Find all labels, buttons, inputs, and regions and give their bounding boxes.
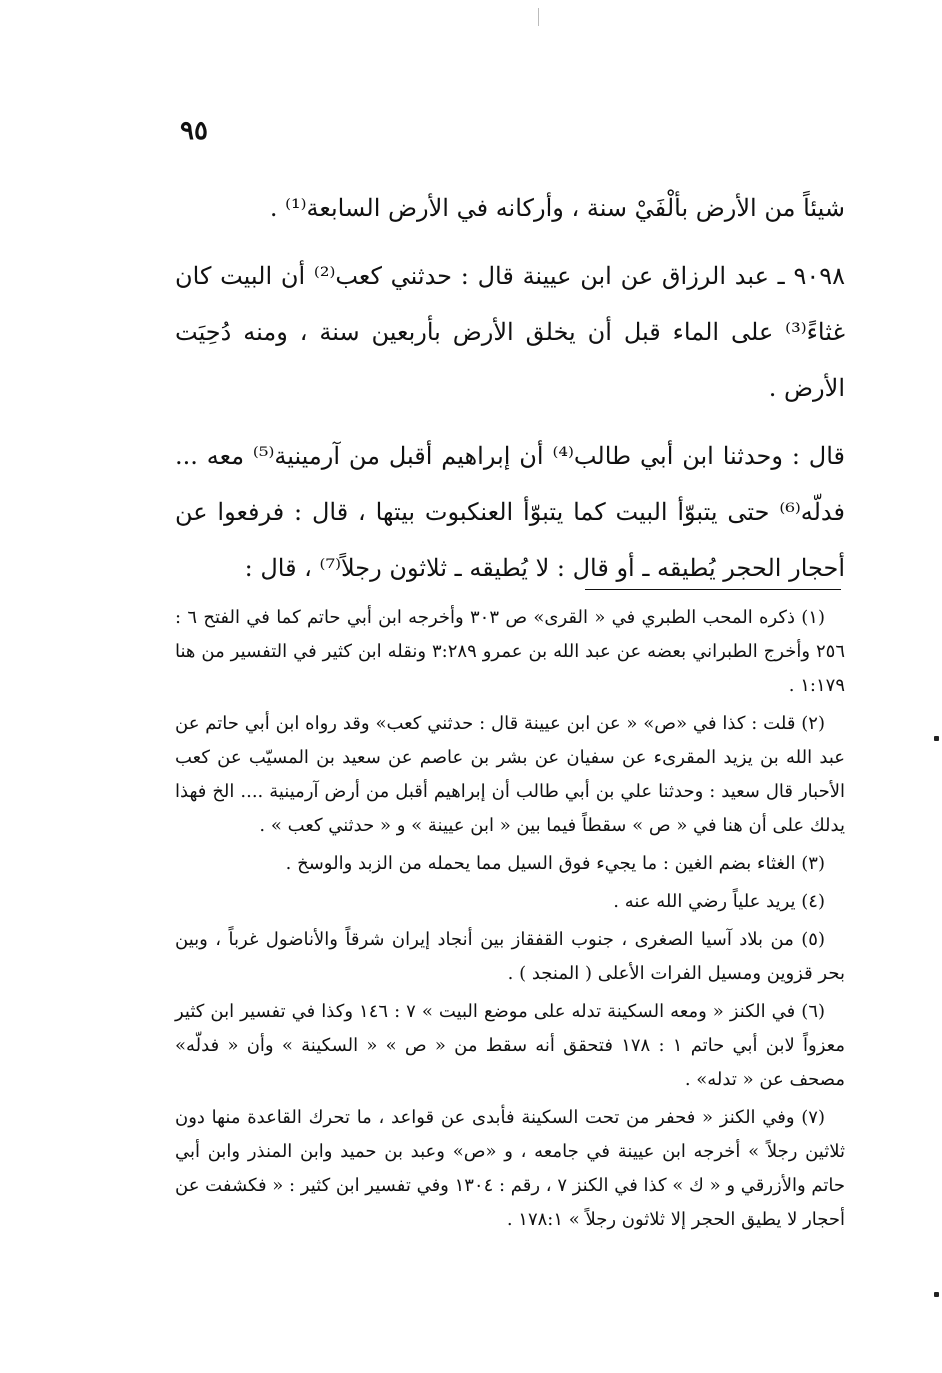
footnote: (٦) في الكنز « ومعه السكينة تدله على موضع البيت » ٧ : ١٤٦ وكذا في تفسير ابن كثير معزواً لابن أبي حاتم ١ : ١٧٨ فتحقق أنه سقط من « ص » « السكينة » وأن « فدلّه» مصحف عن « تدله» . xyxy=(175,1001,845,1090)
main-text xyxy=(175,180,845,596)
scan-mark xyxy=(934,1292,939,1297)
footnote: (٤) يريد علياً رضي الله عنه . xyxy=(613,891,825,912)
footnote: (٢) قلت : كذا في «ص» « عن ابن عيينة قال : حدثني كعب» وقد رواه ابن أبي حاتم عن عبد الله بن يزيد المقرىء عن سفيان عن بشر بن عاصم عن سعيد بن المسيّب عن كعب الأحبار قال سعيد : وحدثنا علي بن أبي طالب أن إبراهيم أقبل من أرض آرمينية .... الخ فهذا يدلك على أن هنا في « ص » سقطاً فيما بين « ابن عيينة » و « حدثني كعب » . xyxy=(175,713,845,836)
footnotes xyxy=(175,601,845,1241)
footnote: (٣) الغثاء بضم الغين : ما يجيء فوق السيل مما يحمله من الزبد والوسخ . xyxy=(285,853,825,874)
footnote: (٧) وفي الكنز « فحفر من تحت السكينة فأبدى عن قواعد ، ما تحرك القاعدة منها دون ثلاثين رجلاً » أخرجه ابن عيينة في جامعه ، و «ص» وعبد بن حميد وابن المنذر وابن أبي حاتم والأزرقي و « ك » كذا في الكنز ٧ ، رقم : ١٣٠٤ وفي تفسير ابن كثير : « فكشفت عن أحجار لا يطيق الحجر إلا ثلاثون رجلاً » ١٧٨:١ . xyxy=(175,1107,845,1230)
scan-mark xyxy=(934,736,939,741)
main-paragraph: ٩٠٩٨ ـ عبد الرزاق عن ابن عيينة قال : حدثني كعب⁽²⁾ أن البيت كان غثاءً⁽³⁾ على الماء قبل أن يخلق الأرض بأربعين سنة ، ومنه دُحِيَت الأرض . xyxy=(175,262,846,402)
page-number: ٩٥ xyxy=(180,116,208,146)
scan-mark xyxy=(538,8,539,26)
footnote: (١) ذكره المحب الطبري في « القرى» ص ٣٠٣ وأخرجه ابن أبي حاتم كما في الفتح ٦ : ٢٥٦ وأخرج الطبراني بعضه عن عبد الله بن عمرو ٣:٢٨٩ ونقله ابن كثير في التفسير من هنا ١:١٧٩ . xyxy=(175,607,845,696)
main-paragraph: شيئاً من الأرض بألْفَيْ سنة ، وأركانه في الأرض السابعة⁽¹⁾ . xyxy=(269,194,845,222)
footnote-separator xyxy=(585,589,841,590)
footnote: (٥) من بلاد آسيا الصغرى ، جنوب القفقاز بين أنجاد إيران شرقاً والأناضول غرباً ، وبين بحر قزوين ومسيل الفرات الأعلى ( المنجد ) . xyxy=(175,929,845,984)
main-paragraph: قال : وحدثنا ابن أبي طالب⁽⁴⁾ أن إبراهيم أقبل من آرمينية⁽⁵⁾ معه ... فدلّه⁽⁶⁾ حتى يتبوّأ البيت كما يتبوّأ العنكبوت بيتها ، قال : فرفعوا عن أحجار الحجر يُطيقه ـ أو قال : لا يُطيقه ـ ثلاثون رجلاً⁽⁷⁾ ، قال : xyxy=(175,442,845,582)
